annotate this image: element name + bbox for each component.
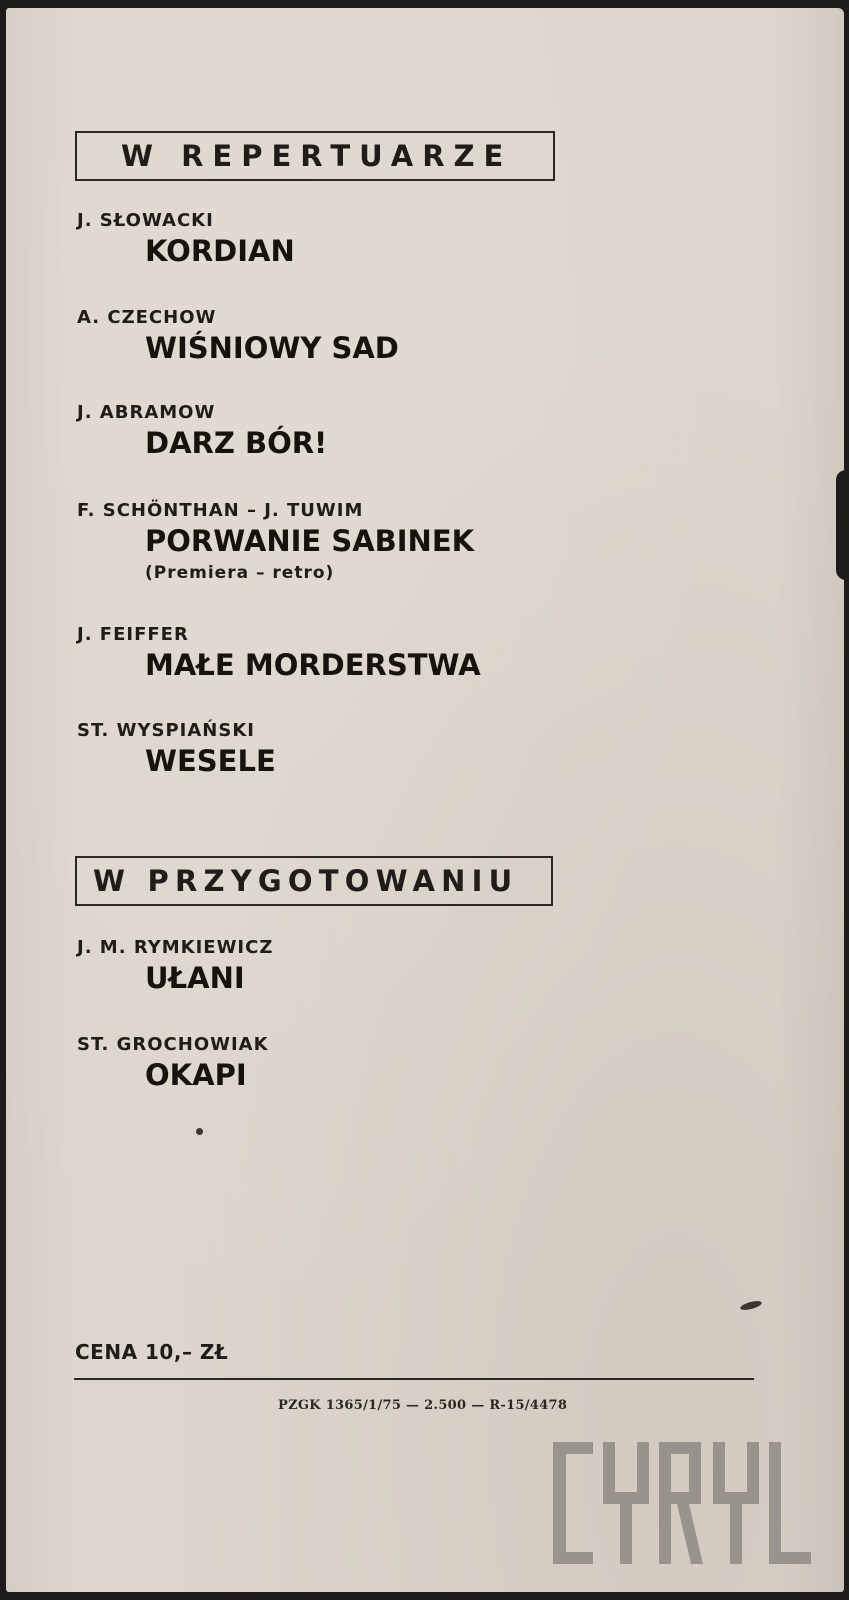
entry-author: J. SŁOWACKI: [77, 210, 214, 231]
page-edge-notch: [836, 470, 849, 580]
in-preparation-entry: [77, 937, 273, 995]
footer-divider: [74, 1378, 754, 1380]
entry-author: ST. GROCHOWIAK: [77, 1034, 269, 1055]
repertoire-entry: [77, 210, 295, 268]
entry-title: KORDIAN: [145, 234, 295, 268]
in-preparation-heading: W PRZYGOTOWANIU: [93, 864, 519, 898]
entry-title: WIŚNIOWY SAD: [145, 331, 399, 365]
entry-title: WESELE: [145, 744, 276, 778]
entry-title: UŁANI: [145, 961, 245, 995]
repertoire-heading-box: [75, 131, 555, 181]
entry-title: MAŁE MORDERSTWA: [145, 648, 481, 682]
repertoire-entry: [77, 402, 327, 460]
repertoire-entry: [77, 307, 399, 365]
repertoire-heading: W REPERTUARZE: [121, 139, 513, 173]
entry-title: OKAPI: [145, 1058, 247, 1092]
in-preparation-heading-box: [75, 856, 553, 906]
print-code: PZGK 1365/1/75 — 2.500 — R-15/4478: [278, 1398, 568, 1413]
entry-author: F. SCHÖNTHAN – J. TUWIM: [77, 500, 364, 521]
entry-title: PORWANIE SABINEK: [145, 524, 475, 558]
entry-author: J. M. RYMKIEWICZ: [77, 937, 274, 958]
repertoire-entry: [77, 720, 276, 778]
entry-author: J. FEIFFER: [77, 624, 189, 645]
entry-author: ST. WYSPIAŃSKI: [77, 720, 255, 741]
in-preparation-entry: [77, 1034, 269, 1092]
repertoire-entry: [77, 624, 481, 682]
entry-note: (Premiera – retro): [145, 563, 335, 583]
price-label: CENA 10,– ZŁ: [75, 1340, 229, 1364]
entry-author: A. CZECHOW: [77, 307, 217, 328]
paper-speck: [196, 1128, 203, 1135]
entry-author: J. ABRAMOW: [77, 402, 216, 423]
repertoire-entry: [77, 500, 474, 584]
entry-title: DARZ BÓR!: [145, 426, 328, 460]
cyryl-watermark-logo: [553, 1442, 813, 1564]
